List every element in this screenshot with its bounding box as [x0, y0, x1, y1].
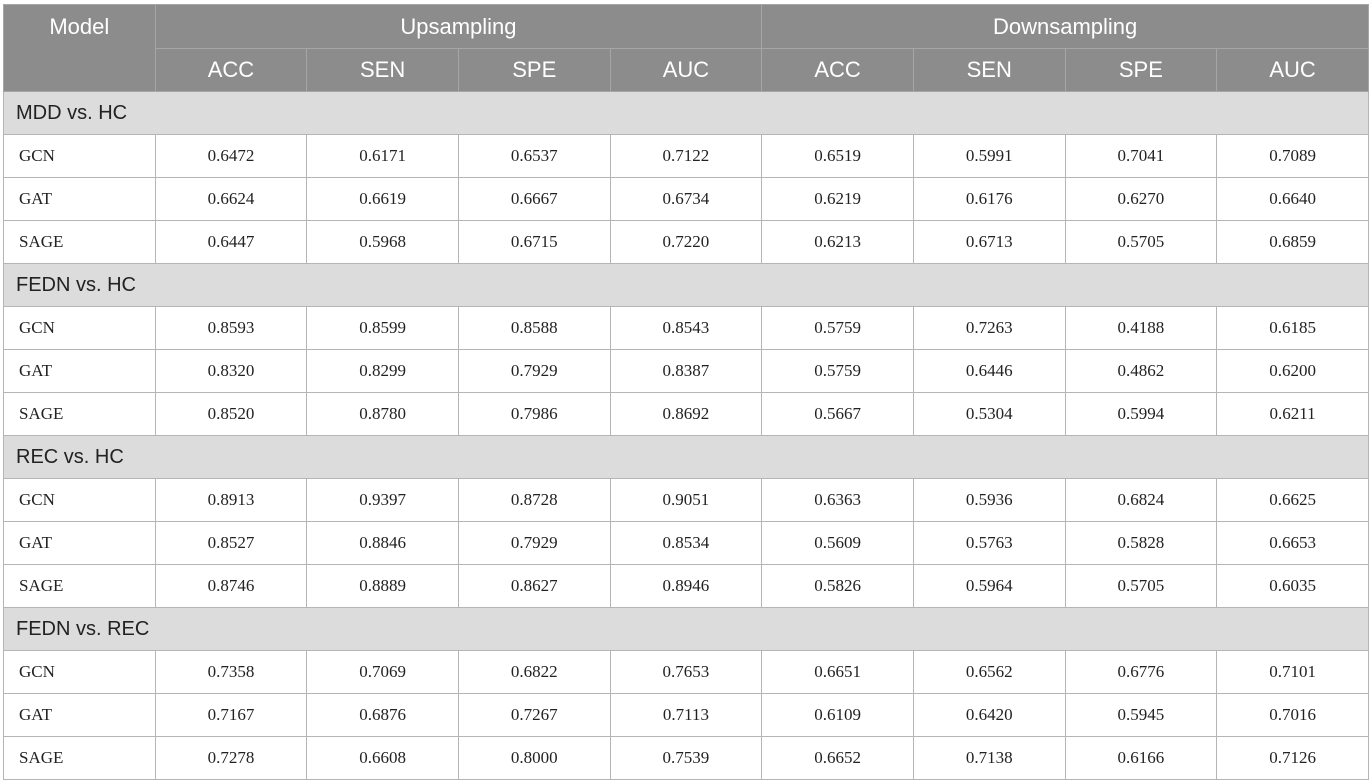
model-cell: GAT: [4, 350, 156, 393]
value-cell: 0.6363: [762, 479, 914, 522]
value-cell: 0.4188: [1065, 307, 1217, 350]
value-cell: 0.6420: [913, 694, 1065, 737]
table-row: [4, 178, 1369, 221]
value-cell: 0.8320: [155, 350, 307, 393]
value-cell: 0.5826: [762, 565, 914, 608]
model-column-header: Model: [4, 5, 156, 92]
table-header: [4, 5, 1369, 92]
value-cell: 0.6625: [1217, 479, 1369, 522]
value-cell: 0.8593: [155, 307, 307, 350]
value-cell: 0.8387: [610, 350, 762, 393]
value-cell: 0.5991: [913, 135, 1065, 178]
value-cell: 0.7653: [610, 651, 762, 694]
value-cell: 0.6822: [458, 651, 610, 694]
value-cell: 0.8627: [458, 565, 610, 608]
value-cell: 0.6651: [762, 651, 914, 694]
model-cell: GCN: [4, 307, 156, 350]
value-cell: 0.6519: [762, 135, 914, 178]
metric-header: AUC: [1217, 49, 1369, 92]
model-cell: SAGE: [4, 393, 156, 436]
model-cell: GCN: [4, 479, 156, 522]
value-cell: 0.6713: [913, 221, 1065, 264]
value-cell: 0.6176: [913, 178, 1065, 221]
value-cell: 0.8588: [458, 307, 610, 350]
group-header-row: [4, 92, 1369, 135]
value-cell: 0.9051: [610, 479, 762, 522]
table-row: [4, 522, 1369, 565]
value-cell: 0.8527: [155, 522, 307, 565]
downsampling-header: Downsampling: [762, 5, 1369, 49]
value-cell: 0.6653: [1217, 522, 1369, 565]
value-cell: 0.5968: [307, 221, 459, 264]
value-cell: 0.6447: [155, 221, 307, 264]
value-cell: 0.6562: [913, 651, 1065, 694]
value-cell: 0.6876: [307, 694, 459, 737]
value-cell: 0.7929: [458, 522, 610, 565]
model-cell: GCN: [4, 651, 156, 694]
value-cell: 0.7016: [1217, 694, 1369, 737]
value-cell: 0.6619: [307, 178, 459, 221]
value-cell: 0.7929: [458, 350, 610, 393]
value-cell: 0.4862: [1065, 350, 1217, 393]
value-cell: 0.5667: [762, 393, 914, 436]
value-cell: 0.6270: [1065, 178, 1217, 221]
model-cell: SAGE: [4, 565, 156, 608]
value-cell: 0.8846: [307, 522, 459, 565]
table-row: [4, 221, 1369, 264]
metric-header: SPE: [1065, 49, 1217, 92]
metric-header: AUC: [610, 49, 762, 92]
value-cell: 0.6624: [155, 178, 307, 221]
table-row: [4, 479, 1369, 522]
value-cell: 0.7138: [913, 737, 1065, 780]
value-cell: 0.6166: [1065, 737, 1217, 780]
metric-header: SPE: [458, 49, 610, 92]
value-cell: 0.5828: [1065, 522, 1217, 565]
metric-header: SEN: [307, 49, 459, 92]
value-cell: 0.6776: [1065, 651, 1217, 694]
value-cell: 0.6185: [1217, 307, 1369, 350]
value-cell: 0.8780: [307, 393, 459, 436]
value-cell: 0.7126: [1217, 737, 1369, 780]
table-row: [4, 737, 1369, 780]
group-header-row: [4, 264, 1369, 307]
value-cell: 0.7069: [307, 651, 459, 694]
value-cell: 0.5936: [913, 479, 1065, 522]
value-cell: 0.5304: [913, 393, 1065, 436]
value-cell: 0.8946: [610, 565, 762, 608]
group-title: REC vs. HC: [4, 436, 1369, 479]
value-cell: 0.7113: [610, 694, 762, 737]
value-cell: 0.8913: [155, 479, 307, 522]
value-cell: 0.5705: [1065, 565, 1217, 608]
upsampling-header: Upsampling: [155, 5, 762, 49]
table-body: [4, 92, 1369, 780]
value-cell: 0.6035: [1217, 565, 1369, 608]
value-cell: 0.7263: [913, 307, 1065, 350]
table-row: [4, 565, 1369, 608]
value-cell: 0.6824: [1065, 479, 1217, 522]
value-cell: 0.6667: [458, 178, 610, 221]
model-cell: GAT: [4, 694, 156, 737]
value-cell: 0.5759: [762, 307, 914, 350]
value-cell: 0.7267: [458, 694, 610, 737]
value-cell: 0.7986: [458, 393, 610, 436]
value-cell: 0.7167: [155, 694, 307, 737]
metric-header: ACC: [155, 49, 307, 92]
metric-header: ACC: [762, 49, 914, 92]
group-title: MDD vs. HC: [4, 92, 1369, 135]
results-table: [3, 4, 1369, 780]
model-cell: GCN: [4, 135, 156, 178]
value-cell: 0.5964: [913, 565, 1065, 608]
value-cell: 0.6640: [1217, 178, 1369, 221]
table-row: [4, 135, 1369, 178]
group-title: FEDN vs. HC: [4, 264, 1369, 307]
value-cell: 0.6219: [762, 178, 914, 221]
table-row: [4, 350, 1369, 393]
value-cell: 0.9397: [307, 479, 459, 522]
value-cell: 0.5705: [1065, 221, 1217, 264]
value-cell: 0.5945: [1065, 694, 1217, 737]
value-cell: 0.8599: [307, 307, 459, 350]
value-cell: 0.8543: [610, 307, 762, 350]
group-header-row: [4, 608, 1369, 651]
value-cell: 0.6472: [155, 135, 307, 178]
value-cell: 0.6652: [762, 737, 914, 780]
value-cell: 0.7041: [1065, 135, 1217, 178]
value-cell: 0.7220: [610, 221, 762, 264]
value-cell: 0.6608: [307, 737, 459, 780]
metric-header: SEN: [913, 49, 1065, 92]
value-cell: 0.8000: [458, 737, 610, 780]
value-cell: 0.8889: [307, 565, 459, 608]
value-cell: 0.6734: [610, 178, 762, 221]
value-cell: 0.5994: [1065, 393, 1217, 436]
value-cell: 0.5609: [762, 522, 914, 565]
value-cell: 0.8520: [155, 393, 307, 436]
value-cell: 0.6109: [762, 694, 914, 737]
table-row: [4, 307, 1369, 350]
group-title: FEDN vs. REC: [4, 608, 1369, 651]
value-cell: 0.6715: [458, 221, 610, 264]
value-cell: 0.6200: [1217, 350, 1369, 393]
value-cell: 0.5763: [913, 522, 1065, 565]
value-cell: 0.7101: [1217, 651, 1369, 694]
value-cell: 0.8534: [610, 522, 762, 565]
value-cell: 0.8728: [458, 479, 610, 522]
value-cell: 0.7358: [155, 651, 307, 694]
value-cell: 0.6446: [913, 350, 1065, 393]
value-cell: 0.6537: [458, 135, 610, 178]
value-cell: 0.7122: [610, 135, 762, 178]
model-cell: GAT: [4, 522, 156, 565]
value-cell: 0.7278: [155, 737, 307, 780]
value-cell: 0.6859: [1217, 221, 1369, 264]
value-cell: 0.6211: [1217, 393, 1369, 436]
model-cell: GAT: [4, 178, 156, 221]
value-cell: 0.6213: [762, 221, 914, 264]
value-cell: 0.8299: [307, 350, 459, 393]
model-cell: SAGE: [4, 737, 156, 780]
value-cell: 0.6171: [307, 135, 459, 178]
value-cell: 0.8692: [610, 393, 762, 436]
table-row: [4, 651, 1369, 694]
table-row: [4, 694, 1369, 737]
value-cell: 0.7539: [610, 737, 762, 780]
table-row: [4, 393, 1369, 436]
value-cell: 0.7089: [1217, 135, 1369, 178]
value-cell: 0.8746: [155, 565, 307, 608]
model-cell: SAGE: [4, 221, 156, 264]
value-cell: 0.5759: [762, 350, 914, 393]
group-header-row: [4, 436, 1369, 479]
